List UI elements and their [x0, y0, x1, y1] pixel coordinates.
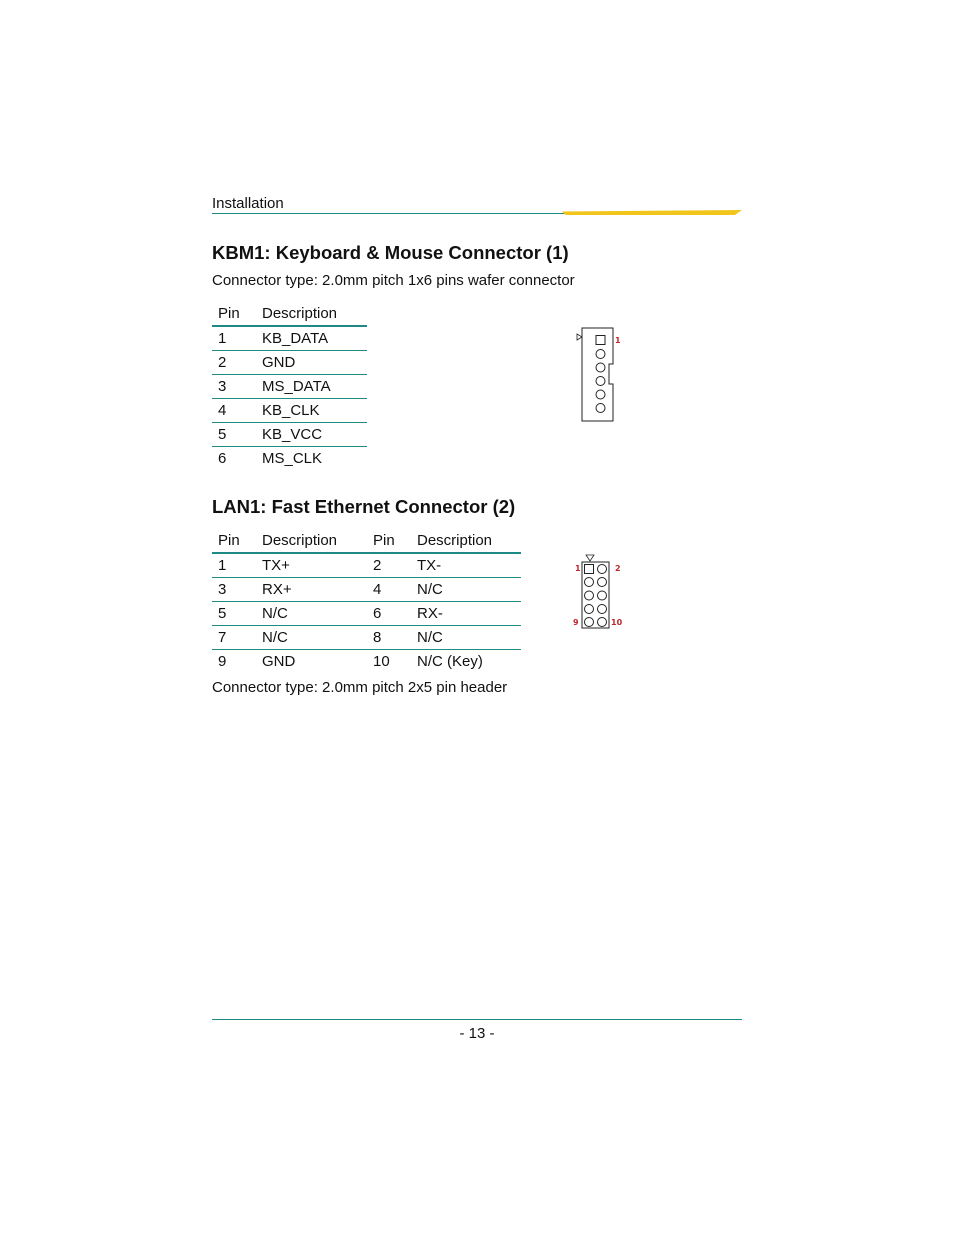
pin-number: 1: [212, 553, 256, 578]
pin-number: 3: [212, 375, 256, 399]
pin-description: N/C: [411, 626, 521, 650]
footer-rule: [212, 1019, 742, 1020]
lan1-connector-type: Connector type: 2.0mm pitch 2x5 pin header: [212, 679, 508, 696]
pin-circle: [596, 404, 605, 413]
pin-square: [596, 336, 605, 345]
pin-description: RX-: [411, 602, 521, 626]
pin1-marker-arrow: [577, 334, 582, 340]
pin-number: 4: [367, 578, 411, 602]
pin-description: N/C: [256, 626, 367, 650]
column-header-pin: Pin: [212, 529, 256, 553]
table-row: [212, 351, 367, 375]
header-rule: [212, 213, 566, 214]
table-row: [212, 326, 367, 351]
pin-number: 5: [212, 602, 256, 626]
pin-square: [585, 565, 594, 574]
pin-number: 5: [212, 423, 256, 447]
pin-description: MS_CLK: [262, 449, 323, 467]
pin-number: 10: [373, 652, 390, 670]
page-header: [212, 194, 742, 218]
pin-number: 4: [212, 399, 256, 423]
lan1-heading: LAN1: Fast Ethernet Connector (2): [212, 496, 516, 517]
pin-circle: [585, 591, 594, 600]
header-title: Installation: [212, 195, 284, 212]
connector-housing: [582, 328, 613, 421]
pin-label-2: 2: [615, 564, 621, 573]
pin-description: GND: [262, 652, 296, 670]
pin-number: 9: [218, 652, 227, 670]
lan1-connector-diagram: [570, 552, 630, 634]
table-header-row: [212, 529, 521, 553]
pin-circle: [598, 565, 607, 574]
pin-circle: [598, 578, 607, 587]
pin-description: N/C: [256, 602, 367, 626]
pin-description: RX+: [256, 578, 367, 602]
pin1-marker-arrow: [586, 555, 594, 561]
column-header-pin: Pin: [367, 529, 411, 553]
pin-label-9: 9: [573, 618, 579, 627]
pin-number: 6: [367, 602, 411, 626]
pin-label-1: 1: [615, 336, 621, 345]
pin-circle: [598, 618, 607, 627]
pin-description: TX+: [256, 553, 367, 578]
pin-description: KB_DATA: [256, 326, 367, 351]
kbm1-connector-type: Connector type: 2.0mm pitch 1x6 pins wafer connector: [212, 272, 575, 289]
pin-label-1: 1: [575, 564, 581, 573]
pin-description: N/C: [411, 578, 521, 602]
kbm1-pin-table: [212, 302, 367, 470]
table-row: [212, 553, 521, 578]
pin-description: TX-: [411, 553, 521, 578]
pin-number: 2: [367, 553, 411, 578]
table-row: [212, 602, 521, 626]
pin-description: GND: [256, 351, 367, 375]
pin-number: 7: [212, 626, 256, 650]
kbm1-heading: KBM1: Keyboard & Mouse Connector (1): [212, 242, 569, 263]
header-accent-bar: [562, 210, 742, 215]
column-header-description: Description: [411, 529, 521, 553]
pin-description: KB_VCC: [256, 423, 367, 447]
page-number: - 13 -: [459, 1025, 495, 1042]
pin-number: 2: [212, 351, 256, 375]
pin-circle: [585, 578, 594, 587]
pin-circle: [585, 605, 594, 614]
table-row: [212, 626, 521, 650]
pin-number: 8: [367, 626, 411, 650]
column-header-description: Description: [256, 302, 367, 326]
pin-circle: [596, 390, 605, 399]
pin-circle: [596, 363, 605, 372]
column-header-description: Description: [256, 529, 367, 553]
pin-description: MS_DATA: [256, 375, 367, 399]
table-row: [212, 578, 521, 602]
table-row: [212, 650, 521, 674]
column-header-pin: Pin: [212, 302, 256, 326]
pin-number: 1: [212, 326, 256, 351]
pin-circle: [598, 605, 607, 614]
lan1-pin-table: [212, 529, 521, 673]
kbm1-connector-diagram: [570, 326, 630, 426]
pin-circle: [596, 350, 605, 359]
pin-number: 3: [212, 578, 256, 602]
table-row: [212, 447, 367, 471]
pin-label-10: 10: [611, 618, 623, 627]
pin-circle: [596, 377, 605, 386]
table-row: [212, 423, 367, 447]
table-row: [212, 375, 367, 399]
table-row: [212, 399, 367, 423]
pin-description: KB_CLK: [256, 399, 367, 423]
pin-circle: [585, 618, 594, 627]
pin-circle: [598, 591, 607, 600]
pin-description: N/C (Key): [417, 652, 483, 670]
table-header-row: [212, 302, 367, 326]
pin-number: 6: [218, 449, 227, 467]
